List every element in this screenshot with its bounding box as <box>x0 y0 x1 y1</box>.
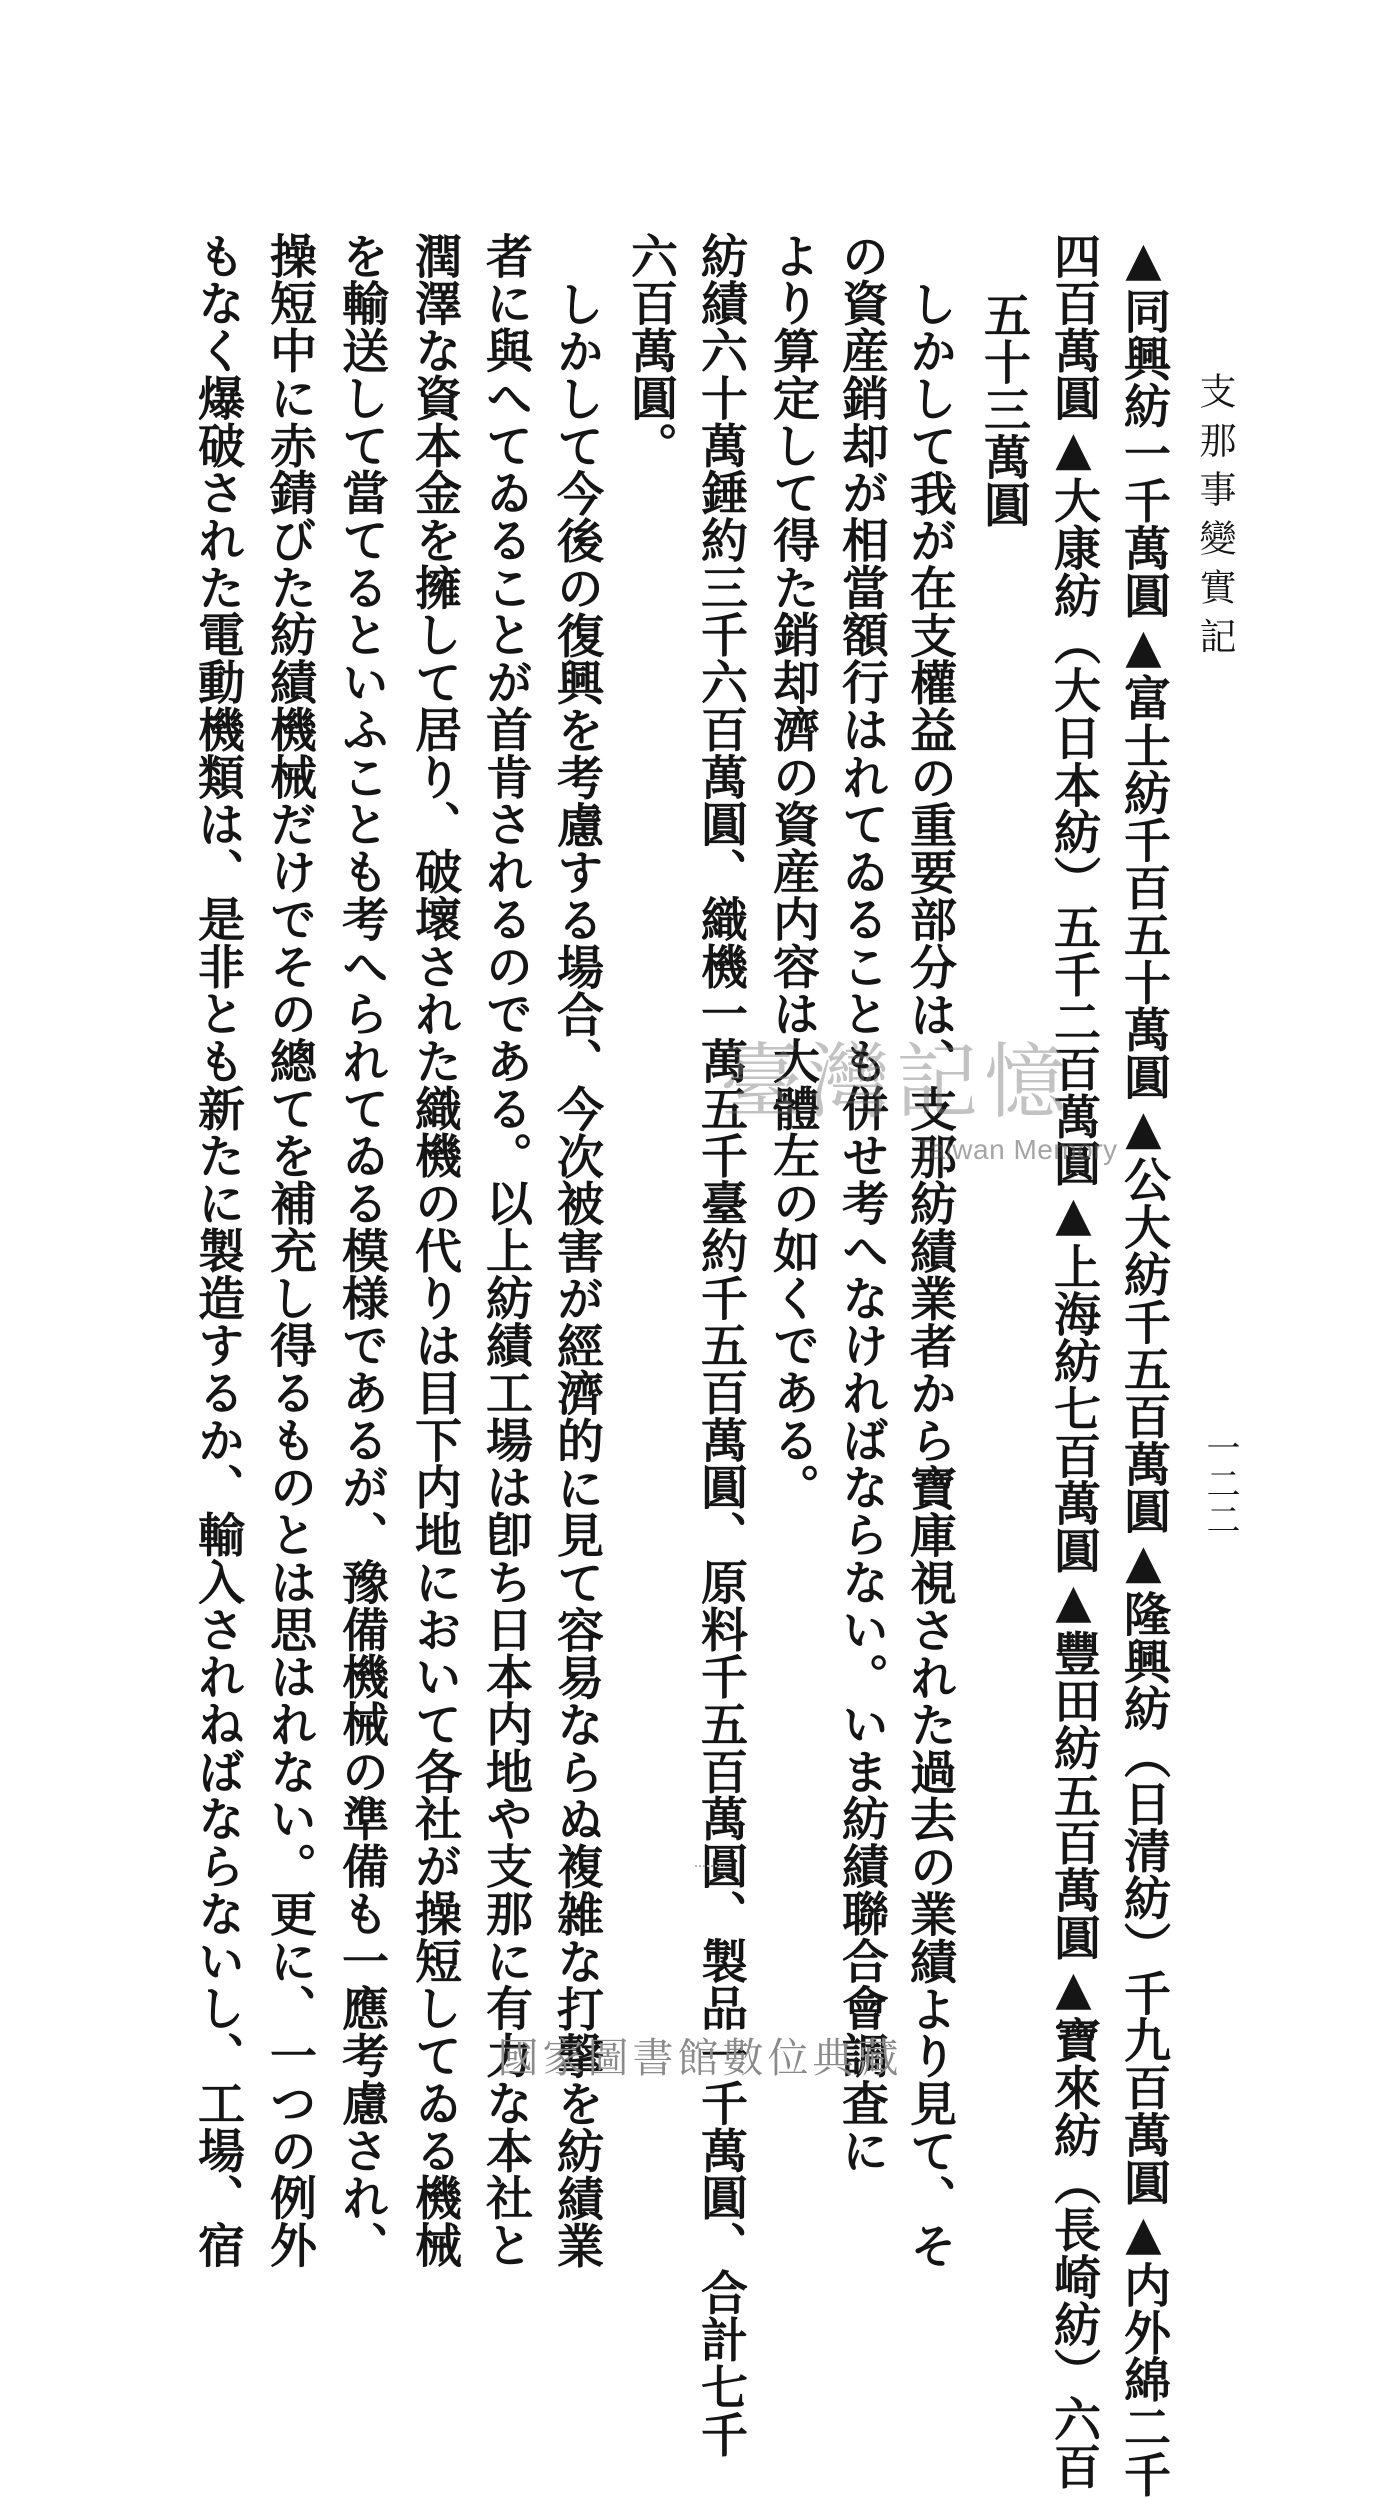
text-column-2: 四百萬圓▲大康紡（大日本紡）五千二百萬圓▲上海紡七百萬圓▲豐田紡五百萬圓▲寶來紡（長崎紡）六百 <box>1046 232 1101 2490</box>
taiwan-memory-watermark <box>720 1035 1140 1192</box>
watermark-latin-text: Taiwan Memory <box>915 1134 1118 1165</box>
watermark-cjk-text: 臺灣記憶 <box>720 1035 1073 1130</box>
text-column-7: 紡績六十萬錘約三千六百萬圓、織機一萬五千臺約千五百萬圓、原料千五百萬圓、製品一千萬圓、合計七千 <box>693 232 748 2458</box>
text-column-1: ▲同興紡一千萬圓▲富士紡千百五十萬圓▲公大紡千五百萬圓▲隆興紡（日清紡）千九百萬圓▲内外綿二千 <box>1116 232 1171 2498</box>
text-column-4: しかして我が在支權益の重要部分は、支那紡績業者から寶庫視された過去の業績より見て、そ <box>902 280 957 2270</box>
text-column-5: の資産銷却が相當額行はれてゐることも併せ考へなければならない。いま紡績聯合會調査に <box>834 232 889 2174</box>
digital-archive-footer: 國家圖書館數位典藏 <box>497 2034 903 2082</box>
text-column-14: もなく爆破された電動機類は、是非とも新たに製造するか、輸入されねばならないし、工場、宿 <box>190 232 245 2269</box>
text-column-13: 操短中に赤錆びた紡績機械だけでその總てを補充し得るものとは思はれない。更に、一つの例外 <box>262 232 317 2269</box>
page-number: 一二二 <box>1200 1430 1240 1538</box>
text-column-8: 六百萬圓。 <box>623 232 678 469</box>
text-column-10: 者に與へてゐることが首肯されるのである。以上紡績工場は卽ち日本内地や支那に有力な本社と <box>478 232 533 2269</box>
running-title: 支那事變實記 <box>1193 372 1236 666</box>
text-column-3: 五十三萬圓 <box>976 291 1031 528</box>
text-column-9: しかして今後の復興を考慮する場合、今次被害が經濟的に見て容易ならぬ複雑な打撃を紡績業 <box>549 280 604 2270</box>
text-column-6: より算定して得た銷却濟の資産内容は大體左の如くである。 <box>765 232 820 1511</box>
text-column-11: 潤澤な資本金を擁して居り、破壞された織機の代りは目下内地において各社が操短してゐる機械 <box>407 232 462 2269</box>
text-column-12: を輸送して當てるといふことも考へられてゐる模様であるが、豫備機械の準備も一應考慮され、 <box>334 232 389 2269</box>
scan-dots-divider <box>695 1865 725 1871</box>
